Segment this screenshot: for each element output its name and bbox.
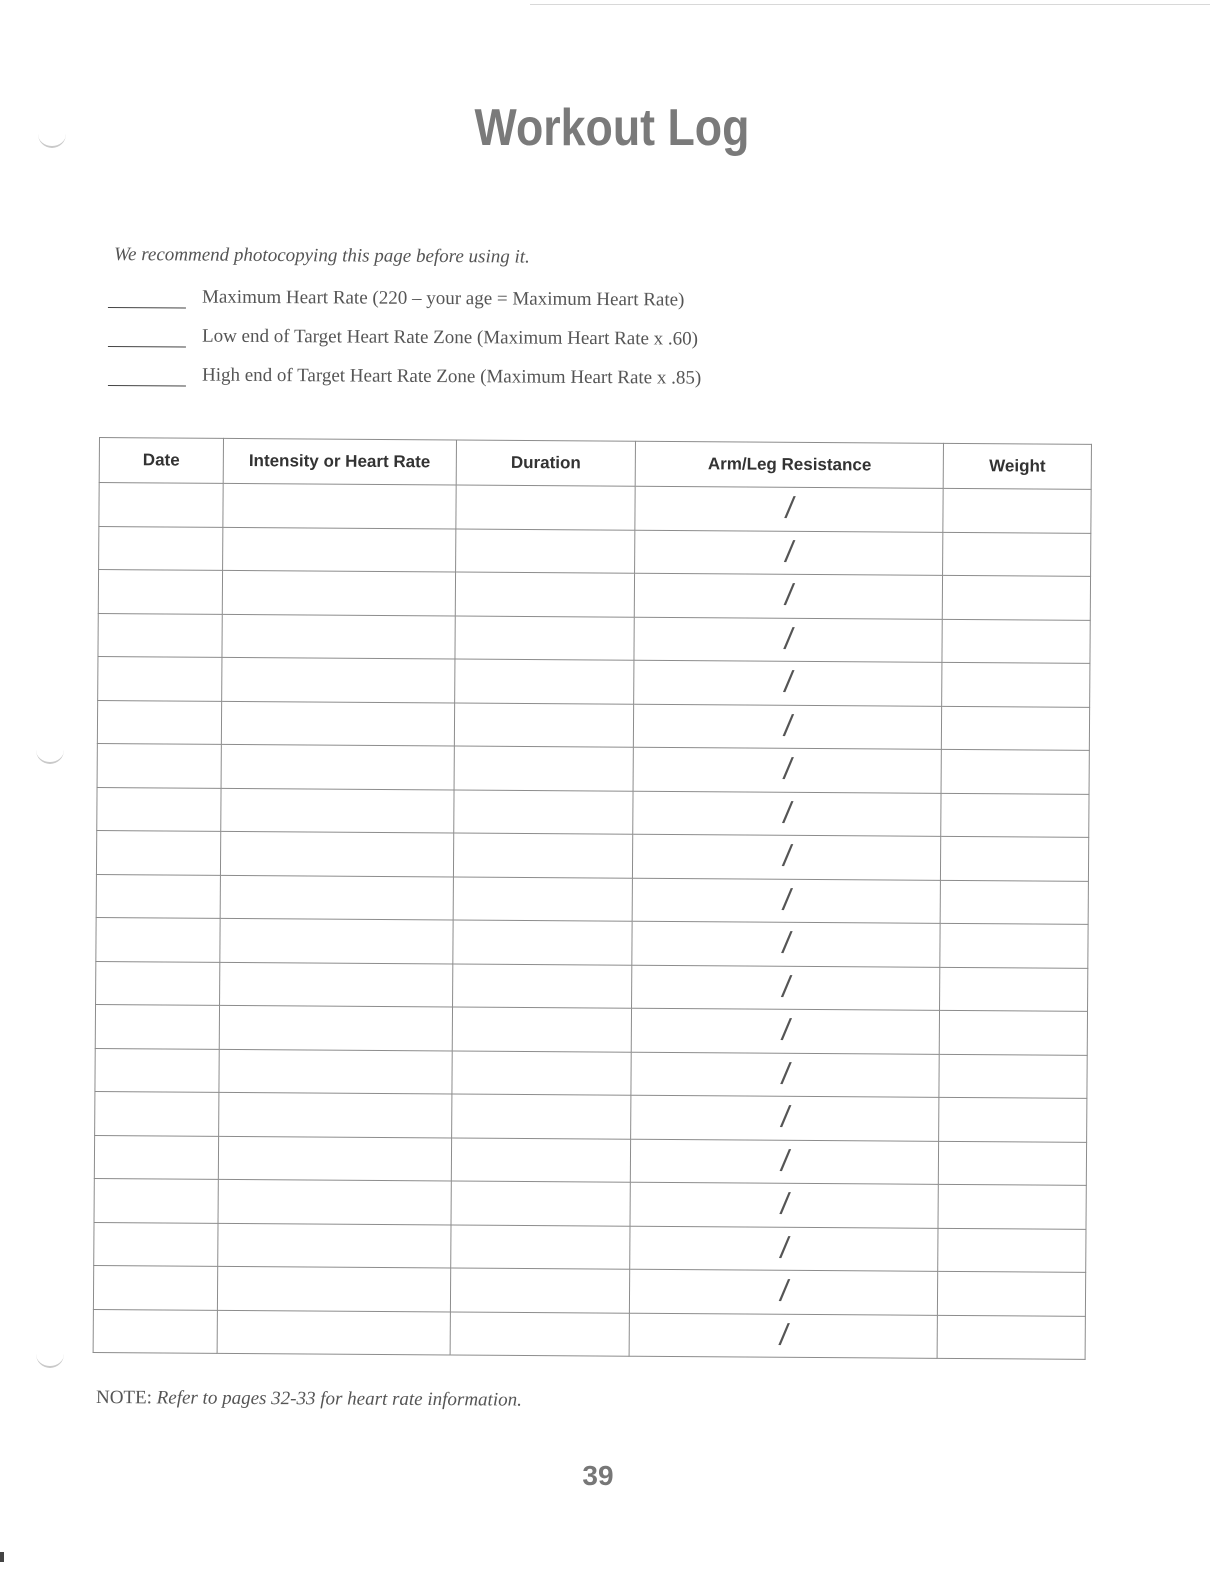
duration-cell[interactable]	[455, 615, 635, 660]
header-date: Date	[99, 438, 223, 484]
table-row	[97, 743, 1089, 793]
table-row	[97, 787, 1089, 837]
table-row	[94, 1222, 1086, 1272]
intensity-cell[interactable]	[218, 1179, 451, 1224]
table-row	[99, 526, 1091, 576]
table-row	[93, 1265, 1085, 1315]
date-cell[interactable]	[98, 570, 222, 614]
arm-leg-resistance-cell[interactable]	[633, 878, 941, 924]
corner-mark	[0, 1552, 4, 1562]
intensity-cell[interactable]	[222, 614, 455, 659]
note	[96, 1387, 522, 1412]
weight-cell[interactable]	[941, 793, 1089, 838]
weight-cell[interactable]	[938, 1184, 1086, 1229]
arm-leg-resistance-cell[interactable]	[630, 1313, 938, 1359]
table-row	[95, 1004, 1087, 1054]
table-row	[97, 700, 1089, 750]
intensity-cell[interactable]	[220, 918, 453, 963]
arm-leg-resistance-cell[interactable]	[631, 1095, 939, 1141]
resistance-separator: /	[778, 1101, 792, 1135]
high-target-zone-blank[interactable]	[108, 367, 186, 386]
high-target-zone-line	[108, 364, 701, 390]
high-target-zone-label: High end of Target Heart Rate Zone (Maximum Heart Rate x .85)	[201, 364, 702, 389]
arm-leg-resistance-cell[interactable]	[634, 704, 942, 750]
weight-cell[interactable]	[941, 706, 1089, 751]
arm-leg-resistance-cell[interactable]	[633, 791, 941, 837]
table-row	[96, 830, 1088, 880]
arm-leg-resistance-cell[interactable]	[630, 1269, 938, 1315]
date-cell[interactable]	[95, 1004, 219, 1048]
binder-hole-mark-bottom	[36, 1352, 64, 1368]
duration-cell[interactable]	[455, 572, 635, 617]
intensity-cell[interactable]	[223, 483, 456, 528]
duration-cell[interactable]	[451, 1181, 631, 1226]
table-row	[99, 483, 1091, 533]
arm-leg-resistance-cell[interactable]	[634, 660, 942, 706]
date-cell[interactable]	[96, 961, 220, 1005]
date-cell[interactable]	[95, 1091, 219, 1135]
resistance-separator: /	[777, 1275, 791, 1309]
duration-cell[interactable]	[455, 485, 635, 530]
duration-cell[interactable]	[454, 746, 634, 791]
binder-hole-mark-middle	[36, 748, 64, 764]
table-body	[93, 483, 1091, 1360]
resistance-separator: /	[777, 1188, 792, 1222]
date-cell[interactable]	[93, 1309, 217, 1353]
arm-leg-resistance-cell[interactable]	[631, 1139, 939, 1185]
weight-cell[interactable]	[938, 1141, 1086, 1186]
date-cell[interactable]	[98, 613, 222, 657]
weight-cell[interactable]	[937, 1315, 1085, 1360]
table-row	[98, 656, 1090, 706]
resistance-separator: /	[779, 1014, 793, 1048]
date-cell[interactable]	[95, 1048, 219, 1092]
resistance-separator: /	[776, 1318, 791, 1352]
table-row	[96, 874, 1088, 924]
date-cell[interactable]	[97, 700, 221, 744]
arm-leg-resistance-cell[interactable]	[633, 834, 941, 880]
duration-cell[interactable]	[452, 963, 632, 1008]
intensity-cell[interactable]	[221, 788, 454, 833]
arm-leg-resistance-cell[interactable]	[631, 1052, 939, 1098]
resistance-separator: /	[782, 579, 796, 613]
table-row	[95, 1091, 1087, 1141]
arm-leg-resistance-cell[interactable]	[630, 1226, 938, 1272]
intensity-cell[interactable]	[220, 831, 453, 876]
max-heart-rate-line	[108, 286, 685, 312]
resistance-separator: /	[779, 970, 793, 1004]
page-number: 39	[582, 1460, 614, 1491]
weight-cell[interactable]	[938, 1271, 1086, 1316]
duration-cell[interactable]	[450, 1268, 630, 1313]
duration-cell[interactable]	[453, 789, 633, 834]
max-heart-rate-blank[interactable]	[108, 289, 186, 308]
arm-leg-resistance-cell[interactable]	[633, 747, 941, 793]
intensity-cell[interactable]	[217, 1266, 450, 1311]
weight-cell[interactable]	[943, 488, 1091, 533]
intensity-cell[interactable]	[218, 1092, 451, 1137]
table-row	[93, 1309, 1085, 1359]
date-cell[interactable]	[93, 1265, 217, 1309]
table-row	[94, 1135, 1086, 1185]
intensity-cell[interactable]	[219, 962, 452, 1007]
intensity-cell[interactable]	[220, 875, 453, 920]
weight-cell[interactable]	[941, 836, 1089, 881]
date-cell[interactable]	[97, 743, 221, 787]
low-target-zone-blank[interactable]	[108, 328, 186, 347]
top-edge-rule	[530, 4, 1210, 5]
arm-leg-resistance-cell[interactable]	[635, 573, 943, 619]
resistance-separator: /	[780, 840, 794, 874]
resistance-separator: /	[781, 709, 795, 743]
table-row	[98, 613, 1090, 663]
date-cell[interactable]	[96, 830, 220, 874]
resistance-separator: /	[779, 927, 793, 961]
weight-cell[interactable]	[942, 575, 1090, 620]
duration-cell[interactable]	[453, 833, 633, 878]
duration-cell[interactable]	[451, 1137, 631, 1182]
header-arm-leg-resistance: Arm/Leg Resistance	[636, 441, 944, 488]
weight-cell[interactable]	[942, 619, 1090, 664]
arm-leg-resistance-cell[interactable]	[630, 1182, 938, 1228]
duration-cell[interactable]	[455, 528, 635, 573]
duration-cell[interactable]	[451, 1094, 631, 1139]
duration-cell[interactable]	[452, 1007, 632, 1052]
weight-cell[interactable]	[940, 967, 1088, 1012]
page-title: Workout Log	[474, 99, 750, 157]
resistance-separator: /	[777, 1231, 791, 1265]
duration-cell[interactable]	[454, 659, 634, 704]
date-cell[interactable]	[97, 787, 221, 831]
arm-leg-resistance-cell[interactable]	[634, 617, 942, 663]
weight-cell[interactable]	[943, 532, 1091, 577]
header-duration: Duration	[456, 440, 636, 486]
intensity-cell[interactable]	[222, 527, 455, 572]
duration-cell[interactable]	[452, 920, 632, 965]
resistance-separator: /	[782, 492, 796, 526]
date-cell[interactable]	[99, 483, 223, 527]
date-cell[interactable]	[96, 917, 220, 961]
date-cell[interactable]	[94, 1222, 218, 1266]
weight-cell[interactable]	[939, 1097, 1087, 1142]
resistance-separator: /	[781, 622, 796, 656]
arm-leg-resistance-cell[interactable]	[635, 530, 943, 576]
weight-cell[interactable]	[942, 662, 1090, 707]
duration-cell[interactable]	[450, 1224, 630, 1269]
intensity-cell[interactable]	[221, 744, 454, 789]
resistance-separator: /	[780, 883, 794, 917]
resistance-separator: /	[780, 796, 794, 830]
note-label: NOTE:	[95, 1387, 153, 1409]
workout-log-table	[93, 437, 1092, 1360]
header-weight: Weight	[943, 443, 1091, 489]
table-row	[96, 917, 1088, 967]
duration-cell[interactable]	[454, 702, 634, 747]
arm-leg-resistance-cell[interactable]	[632, 921, 940, 967]
resistance-separator: /	[780, 753, 795, 787]
intensity-cell[interactable]	[222, 657, 455, 702]
weight-cell[interactable]	[939, 1054, 1087, 1099]
resistance-separator: /	[778, 1057, 793, 1091]
table-row	[94, 1178, 1086, 1228]
table-row	[98, 570, 1090, 620]
photocopy-recommendation: We recommend photocopying this page before using it.	[113, 244, 530, 268]
intensity-cell[interactable]	[218, 1223, 451, 1268]
header-intensity: Intensity or Heart Rate	[223, 438, 456, 485]
date-cell[interactable]	[96, 874, 220, 918]
low-target-zone-line	[108, 325, 698, 351]
arm-leg-resistance-cell[interactable]	[632, 965, 940, 1011]
duration-cell[interactable]	[452, 1050, 632, 1095]
table-row	[96, 961, 1088, 1011]
intensity-cell[interactable]	[221, 701, 454, 746]
weight-cell[interactable]	[940, 923, 1088, 968]
date-cell[interactable]	[99, 526, 223, 570]
resistance-separator: /	[781, 666, 795, 700]
binder-hole-mark-top	[38, 132, 66, 148]
low-target-zone-label: Low end of Target Heart Rate Zone (Maximum Heart Rate x .60)	[201, 325, 699, 350]
weight-cell[interactable]	[938, 1228, 1086, 1273]
weight-cell[interactable]	[941, 749, 1089, 794]
note-text: Refer to pages 32-33 for heart rate information.	[156, 1387, 522, 1411]
arm-leg-resistance-cell[interactable]	[632, 1008, 940, 1054]
max-heart-rate-label: Maximum Heart Rate (220 – your age = Maximum Heart Rate)	[201, 286, 685, 311]
weight-cell[interactable]	[939, 1010, 1087, 1055]
intensity-cell[interactable]	[218, 1136, 451, 1181]
duration-cell[interactable]	[453, 876, 633, 921]
resistance-separator: /	[782, 535, 796, 569]
weight-cell[interactable]	[940, 880, 1088, 925]
table-header-row	[99, 438, 1091, 490]
resistance-separator: /	[778, 1144, 792, 1178]
intensity-cell[interactable]	[222, 570, 455, 615]
date-cell[interactable]	[94, 1135, 218, 1179]
date-cell[interactable]	[98, 656, 222, 700]
table-row	[95, 1048, 1087, 1098]
date-cell[interactable]	[94, 1178, 218, 1222]
intensity-cell[interactable]	[217, 1310, 450, 1355]
duration-cell[interactable]	[450, 1311, 630, 1356]
arm-leg-resistance-cell[interactable]	[635, 486, 943, 532]
intensity-cell[interactable]	[219, 1005, 452, 1050]
intensity-cell[interactable]	[219, 1049, 452, 1094]
